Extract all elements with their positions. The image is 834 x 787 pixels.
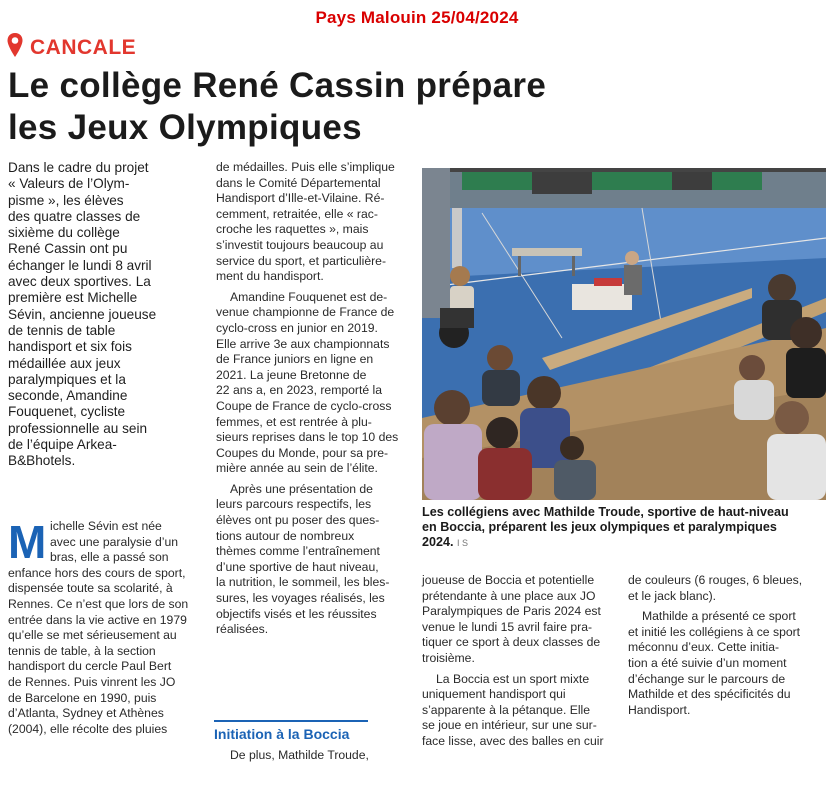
text-line: d’une sportive de haut niveau, (216, 559, 379, 574)
text-line: se joue en intérieur, sur une sur- (422, 718, 597, 733)
subhead-rule (214, 720, 368, 722)
text-line: Dans le cadre du projet (8, 160, 149, 175)
body-column-2 (216, 160, 406, 638)
text-line: tiquer ce sport à deux classes de (422, 635, 601, 650)
caption-line: Les collégiens avec Mathilde Troude, sportive de haut-niveau (422, 505, 789, 519)
text-line: la nutrition, le sommeil, les bles- (216, 575, 390, 590)
text-line: René Cassin ont pu (8, 241, 128, 257)
text-line: B&Bhotels. (8, 453, 76, 469)
text-line: cyclo-cross en junior en 2019. (216, 320, 378, 335)
text-line: Fouquenet, cycliste (8, 404, 126, 420)
text-line: Sévin, ancienne joueuse (8, 306, 157, 322)
text-line: entrée dans la vie active en 1979 (8, 612, 187, 627)
article-photo (422, 168, 826, 500)
caption-line-3 (422, 535, 826, 551)
text-line: de couleurs (6 rouges, 6 bleues, (628, 573, 803, 587)
text-line: de tennis de table (8, 322, 116, 338)
text-line: de l’équipe Arkea- (8, 437, 117, 453)
text-line: première est Michelle (8, 290, 138, 306)
text-line: méconnu d’eux. Cette initia- (628, 640, 780, 655)
text-line: avec deux sportives. La (8, 274, 151, 290)
text-line: face lisse, avec des balles en cuir (422, 733, 604, 748)
text-line: 2021. La jeune Bretonne de (216, 367, 367, 382)
text-line: tennis de table, à la section (8, 643, 156, 658)
text-line: objectifs visés et les réussites (216, 606, 377, 621)
text-line: Coupe de France de cyclo-cross (216, 398, 392, 413)
text-line: dans le Comité Départemental (216, 175, 381, 190)
text-line: Handisport d’Ille-et-Vilaine. Ré- (216, 191, 385, 206)
text-line: d’échange sur le parcours de (628, 671, 786, 686)
text-line: Mathilde et des spécificités du (628, 687, 791, 702)
text-line: joueuse de Boccia et potentielle (422, 573, 595, 587)
text-line: ment du handisport. (216, 269, 324, 284)
headline-line-2: les Jeux Olympiques (8, 108, 362, 147)
text-line: de médailles. Puis elle s’implique (216, 160, 395, 174)
text-line: mière année au sein de l’élite. (216, 461, 378, 476)
source-date-line: Pays Malouin 25/04/2024 (315, 8, 519, 27)
text-line: de France juniors en ligne en (216, 352, 374, 367)
text-line: et le jack blanc). (628, 588, 717, 603)
text-line: handisport et six fois (8, 339, 132, 355)
text-line: médaillée aux jeux (8, 355, 121, 371)
text-line: dispensée toute sa scolarité, à (8, 581, 173, 596)
location-pin-icon (6, 32, 24, 58)
text-line: Paralympiques de Paris 2024 est (422, 604, 601, 619)
text-line: de Barcelone en 1990, puis (8, 690, 157, 705)
text-line: s’apparente à la pétanque. Elle (422, 702, 591, 717)
text-line: La Boccia est un sport mixte (436, 671, 590, 686)
text-line: d’Atlanta, Sydney et Athènes (8, 706, 164, 721)
text-line: s’investit toujours beaucoup au (216, 237, 384, 252)
text-line: professionnelle au sein (8, 420, 148, 436)
subhead-initiation-boccia: Initiation à la Boccia (214, 726, 350, 742)
body-column-2-end (216, 748, 406, 764)
text-line: bras, elle a passé son (50, 550, 169, 565)
text-line: Amandine Fouquenet est de- (230, 289, 388, 304)
text-line: sures, les voyages réalisés, les (216, 591, 385, 606)
text-line: Elle arrive 3e aux championnats (216, 336, 390, 351)
text-line: (2004), elle récolte des pluies (8, 721, 168, 736)
text-line: venue le lundi 15 avril faire pra- (422, 619, 593, 634)
text-line: croche les raquettes », mais (216, 222, 369, 237)
text-line: et initié les collégiens à ce sport (628, 624, 801, 639)
text-line: Coupes du Monde, pour sa pre- (216, 445, 389, 460)
text-line: réalisées. (216, 622, 269, 637)
text-line: pisme », les élèves (8, 192, 124, 208)
text-line: échanger le lundi 8 avril (8, 257, 152, 273)
text-line: paralympiques et la (8, 371, 126, 387)
text-line: Handisport. (628, 702, 691, 717)
text-line: « Valeurs de l’Olym- (8, 176, 130, 192)
text-line: Après une présentation de (230, 481, 373, 496)
text-line: Mathilde a présenté ce sport (642, 609, 796, 624)
photo-caption (422, 505, 826, 551)
text-line: seconde, Amandine (8, 388, 128, 404)
text-line: Rennes. Ce n’est que lors de son (8, 596, 189, 611)
text-line: des quatre classes de (8, 208, 141, 224)
text-line: femmes, et est rentrée à plu- (216, 414, 372, 429)
photo-credit: I S (457, 538, 469, 548)
text-line: De plus, Mathilde Troude, (230, 748, 369, 762)
text-line: qu’elle se met sérieusement au (8, 628, 177, 643)
headline-line-1: Le collège René Cassin prépare (8, 66, 547, 105)
text-line: enfance hors des cours de sport, (8, 565, 186, 580)
text-line: thèmes comme l’entraînement (216, 544, 380, 559)
caption-line: en Boccia, préparent les jeux olympiques et paralympiques (422, 520, 777, 534)
text-line: leurs parcours respectifs, les (216, 497, 372, 512)
text-line: tion a été suivie d’un moment (628, 655, 787, 670)
text-line: 22 ans a, en 2023, remporté la (216, 383, 382, 398)
gym-scene-illustration (422, 168, 826, 500)
dropcap-letter: M (8, 516, 47, 568)
text-line: sixième du collège (8, 225, 120, 241)
body-column-3 (422, 573, 618, 750)
text-line: handisport du cercle Paul Bert (8, 659, 172, 674)
caption-text: 2024. (422, 535, 454, 549)
text-line: service du sport, et particulière- (216, 253, 387, 268)
body-column-1 (8, 516, 204, 737)
text-line: avec une paralysie d’un (50, 534, 179, 549)
text-line: ichelle Sévin est née (50, 519, 162, 533)
text-line: troisième. (422, 650, 475, 665)
text-line: uniquement handisport qui (422, 687, 566, 702)
text-line: sieurs reprises dans le top 10 des (216, 430, 399, 445)
text-line: cemment, retraitée, elle « rac- (216, 206, 378, 221)
text-line: prétendante à une place aux JO (422, 588, 596, 603)
text-line: venue championne de France de (216, 305, 395, 320)
location-label: CANCALE (30, 36, 137, 59)
body-column-4 (628, 573, 826, 718)
intro-paragraph (8, 160, 204, 470)
text-line: tions autour de nombreux (216, 528, 355, 543)
text-line: élèves ont pu poser des ques- (216, 513, 380, 528)
text-line: de Rennes. Puis vinrent les JO (8, 674, 176, 689)
